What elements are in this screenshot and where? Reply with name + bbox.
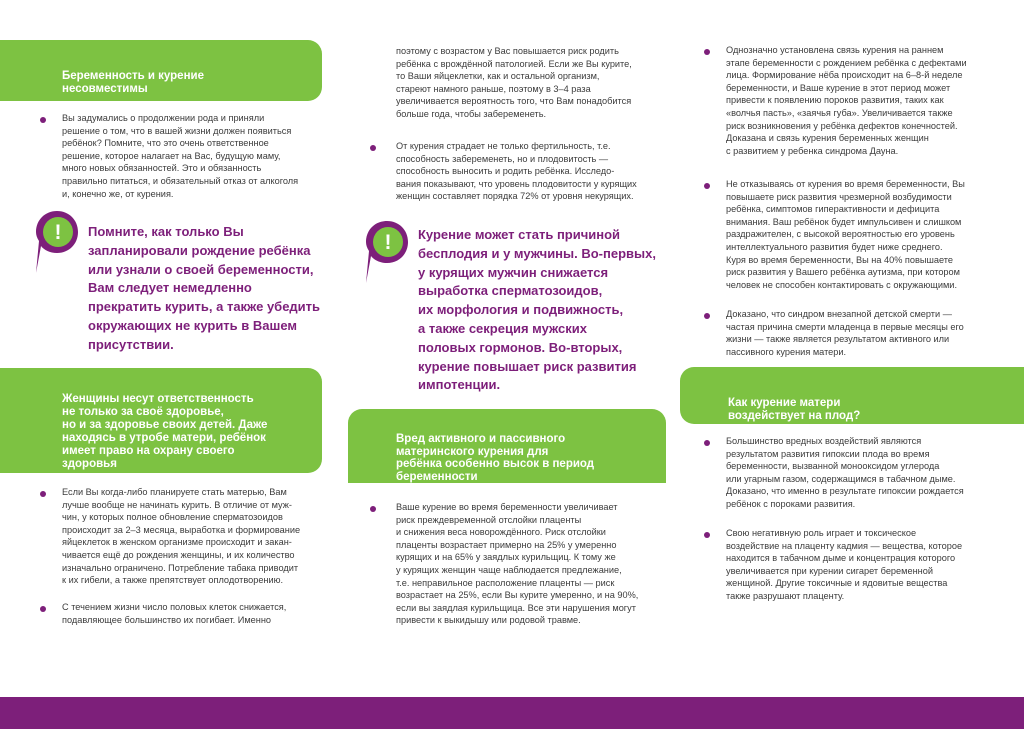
paragraph-placenta-risk: Ваше курение во время беременности увеличивает риск преждевременной отслойки плаценты и снижения веса новорождённого. Риск отслойки плаценты возрастает примерно на 25% у умеренно курящих и на 65% у заядлых курильщиц. К тому же у курящих женщин чаще наблюдается предлежание, т.е. неправильное расположение плаценты — риск возрастает на 25%, если Вы курите умеренно, и на 90%, если вы заядлая курильщица. Все эти нарушения могут привести к выкидышу или родовой травме.: [396, 502, 639, 626]
bullet-dot: [704, 313, 710, 319]
bullet-dot: [40, 606, 46, 612]
exclamation-badge-icon: [34, 209, 80, 275]
bullet-dot: [704, 532, 710, 538]
paragraph-cadmium: Свою негативную роль играет и токсическое воздействие на плаценту кадмия — вещества, которое находится в табачном дыме и концентрация которого увеличивается при курении сигарет беременной женщиной. Другие токсичные и ядовитые вещества также разрушают плаценту.: [726, 528, 963, 601]
section-title-pregnancy-smoking: Беременность и курение несовместимы: [62, 70, 204, 95]
bullet-dot: [704, 183, 710, 189]
bullet-dot: [704, 440, 710, 446]
paragraph-planning-motherhood: Если Вы когда-либо планируете стать матерью, Вам лучше вообще не начинать курить. В отличие от муж- чин, у которых полное обновление сперматозоидов происходит за 2–3 месяца, выработка и формирование яйцеклеток в женском организме происходит и закан- чивается ещё до рождения женщины, и их количество изначально ограничено. Потребление табака приводит к их гибели, а также препятствует оплодотворению.: [62, 487, 301, 586]
paragraph-face-defects: Однозначно установлена связь курения на раннем этапе беременности с рождением ребёнка с дефектами лица. Формирование нёба происходит на 6–8-й неделе беременности, и Ваше курение в этот период может привести к появлению пороков развития, таких как «волчья пасть», «заячья губа». Увеличивается также риск возникновения у ребёнка дефектов конечностей. Доказана и связь курения беременных женщин с развитием у ребенка синдрома Дауна.: [726, 45, 967, 156]
bullet-dot: [40, 491, 46, 497]
green-header-box-4: [680, 367, 1024, 424]
svg-text:!: !: [384, 231, 392, 254]
bullet-dot: [370, 506, 376, 512]
green-header-box-3: [348, 409, 666, 483]
bullet-dot: [704, 49, 710, 55]
svg-text:!: !: [54, 221, 62, 244]
bullet-dot: [40, 117, 46, 123]
green-header-box-1: [0, 40, 322, 101]
callout-male-infertility: Курение может стать причиной бесплодия и у мужчины. Во-первых, у курящих мужчин снижается выработка сперматозоидов, их морфология и подвижность, а также секреция мужских половых гормонов. Во-вторых, курение повышает риск развития импотенции.: [418, 227, 656, 393]
section-title-active-passive-smoking: Вред активного и пассивного материнского курения для ребёнка особенно высок в период беременности: [396, 433, 595, 483]
paragraph-hypoxia: Большинство вредных воздействий являются результатом развития гипоксии плода во время беременности, вызванной монооксидом углерода или угарным газом, содержащимся в табачном дыме. Доказано, что именно в результате гипоксии рождается ребёнок с пороками развития.: [726, 436, 964, 509]
paragraph-hyperactivity: Не отказываясь от курения во время беременности, Вы повышаете риск развития чрезмерной возбудимости ребёнка, симптомов гиперактивности и дефицита внимания. Ваш ребёнок будет импульсивен и слишком раздражителен, с высокой вероятностью его уровень интеллектуального развития будет ниже среднего. Куря во время беременности, Вы на 40% повышаете риск развития у Вашего ребёнка аутизма, при котором человек не способен контактировать с окружающими.: [726, 179, 965, 290]
green-header-box-2: [0, 368, 322, 473]
paragraph-sids: Доказано, что синдром внезапной детской смерти — частая причина смерти младенца в первые месяцы его жизни — также является результатом активного или пассивного курения матери.: [726, 309, 964, 357]
bullet-dot: [370, 145, 376, 151]
section-title-effect-on-fetus: Как курение матери воздействует на плод?: [728, 397, 861, 422]
paragraph-fertility: От курения страдает не только фертильность, т.е. способность забеременеть, но и плодовитость — способность выносить и родить ребёнка. Исследо- вания показывают, что уровень плодовитости у курящих женщин составляет порядка 72% от уровня некурящих.: [396, 141, 637, 202]
callout-quit-smoking: Помните, как только Вы запланировали рождение ребёнка или узнали о своей беременности, Вам следует немедленно прекратить курить, а также убедить окружающих не курить в Вашем присутствии.: [88, 224, 321, 352]
section-title-women-responsibility: Женщины несут ответственность не только за своё здоровье, но и за здоровье своих детей. Даже находясь в утробе матери, ребёнок имеет право на охрану своего здоровья: [62, 393, 268, 470]
paragraph-germ-cells: С течением жизни число половых клеток снижается, подавляющее большинство их погибает. Именно: [62, 602, 287, 625]
paragraph-intro: Вы задумались о продолжении рода и приняли решение о том, что в вашей жизни должен появиться ребёнок? Помните, что это очень ответственное решение, которое налагает на Вас, будущую маму, много новых обязанностей. Это и обязанность правильно питаться, и обязательный отказ от алкоголя и, конечно же, от курения.: [62, 113, 299, 199]
exclamation-badge-icon: [364, 219, 410, 285]
paragraph-age-risk: поэтому с возрастом у Вас повышается риск родить ребёнка с врождённой патологией. Если же Вы курите, то Ваши яйцеклетки, как и остальной организм, стареют намного раньше, поэтому в 3–4 раза увеличивается вероятность того, что Вам понадобится больше года, чтобы забеременеть.: [396, 46, 632, 119]
footer-bar: [0, 697, 1024, 729]
